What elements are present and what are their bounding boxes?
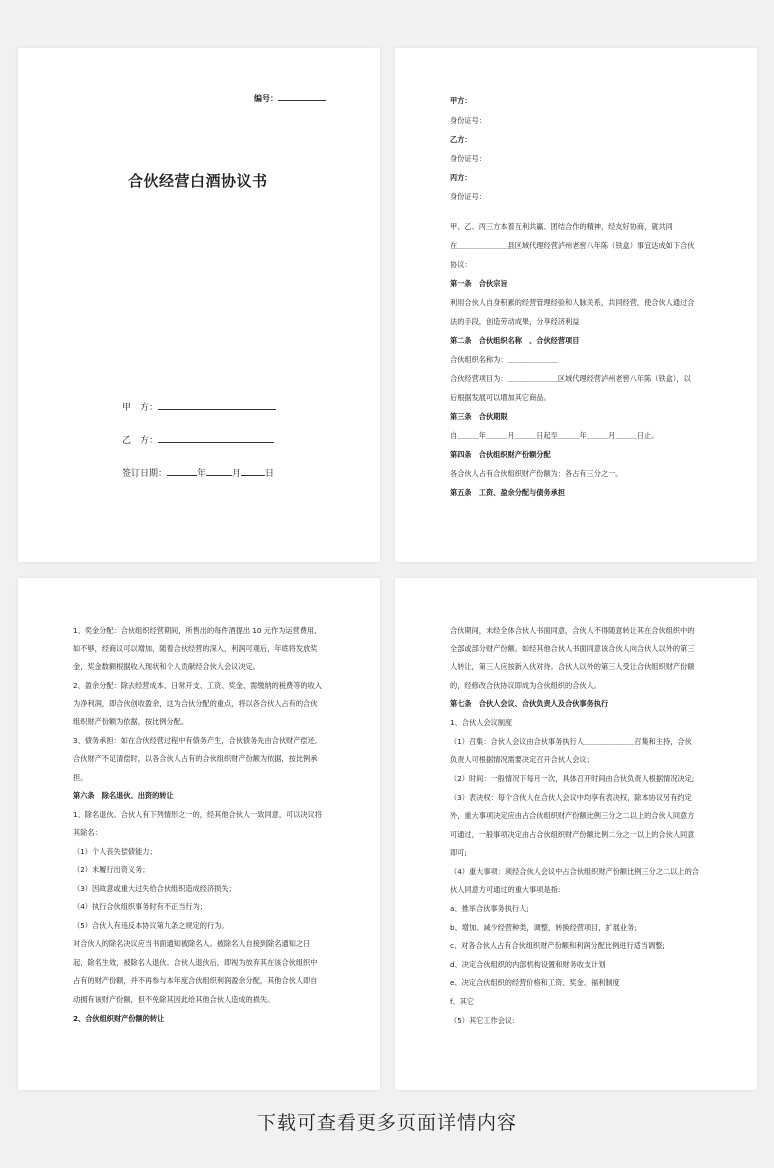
doc-line: 负责人可根据情况需要决定召开合伙人会议； — [450, 755, 594, 764]
party-b-blank — [158, 433, 274, 443]
doc-line: （1）召集：合伙人会议由合伙事务执行人＿＿＿＿＿＿＿召集和主持，合伙 — [450, 737, 692, 746]
doc-line: 乙方： — [450, 135, 472, 144]
doc-heading: 第五条 工资、盈余分配与债务承担 — [450, 488, 566, 497]
doc-line: 担。 — [73, 773, 88, 782]
doc-line: （3）因故意或重大过失给合伙组织造成经济损失； — [73, 884, 236, 893]
document-title: 合伙经营白酒协议书 — [128, 172, 268, 190]
doc-line: 其除名： — [73, 828, 102, 837]
doc-line: 合伙财产不足清偿时，以各合伙人占有的合伙组织财产份额为依据，按比例承 — [73, 754, 318, 763]
day-blank — [241, 466, 265, 476]
doc-line: 3、债务承担：如在合伙经营过程中有债务产生，合伙债务先由合伙财产偿还, — [73, 736, 318, 745]
doc-line: e、决定合伙组织的经营价格和工资、奖金、福利制度 — [450, 978, 620, 987]
document-number — [254, 92, 326, 104]
doc-line: 可通过，一般事项决定由占合伙组织财产份额比例二分之一以上的合伙人同意 — [450, 830, 695, 839]
doc-line: （5）其它工作会议: — [450, 1016, 515, 1025]
doc-line: 伙人同意方可通过的重大事项是指: — [450, 885, 561, 894]
doc-line: 外，重大事项决定应由占合伙组织财产份额比例三分之二以上的合伙人同意方 — [450, 811, 695, 820]
party-b-signature — [122, 433, 274, 446]
doc-line: 即可; — [450, 848, 467, 857]
doc-line: c、对各合伙人占有合伙组织财产份额和利润分配比例进行适当调整; — [450, 941, 665, 950]
doc-line: （4）执行合伙组织事务时有不正当行为； — [73, 902, 207, 911]
party-b-label: 乙 方： — [122, 436, 159, 446]
month-label: 月 — [232, 469, 242, 479]
doc-line: 占有的财产份额，并不再参与本年度合伙组织利润盈余分配，其他合伙人即自 — [73, 976, 318, 985]
doc-heading: 第七条 合伙人会议、合伙负责人及合伙事务执行 — [450, 699, 609, 708]
day-label: 日 — [265, 469, 275, 479]
doc-line: 法的手段，创造劳动成果，分享经济利益 — [450, 317, 580, 326]
page-2 — [395, 48, 757, 562]
doc-heading: 第四条 合伙组织财产份额分配 — [450, 450, 551, 459]
doc-line: 1、合伙人会议制度 — [450, 718, 513, 727]
doc-line: 身份证号： — [450, 154, 486, 163]
doc-line: 各合伙人占有合伙组织财产份额为：各占有三分之一。 — [450, 469, 623, 478]
doc-line: 甲、乙、丙三方本着互利共赢、团结合作的精神，经友好协商，就共同 — [450, 222, 673, 231]
doc-line: 组织财产份额为依据，按比例分配。 — [73, 717, 189, 726]
doc-line: 对合伙人的除名决议应当书面通知被除名人。被除名人自接到除名通知之日 — [73, 939, 311, 948]
doc-line: 的，经修改合伙协议即成为合伙组织的合伙人。 — [450, 681, 601, 690]
doc-line: a、推举合伙事务执行人; — [450, 904, 529, 913]
doc-line: （2）未履行出资义务； — [73, 865, 150, 874]
doc-line: （1）个人丧失偿债能力； — [73, 847, 157, 856]
year-label: 年 — [197, 469, 207, 479]
doc-line: 后根据发展可以增加其它商品。 — [450, 393, 551, 402]
year-blank — [167, 466, 197, 476]
page-4 — [395, 578, 757, 1090]
doc-line: 合伙期间，未经全体合伙人书面同意，合伙人不得随意转让其在合伙组织中的 — [450, 626, 695, 635]
doc-line: （5）合伙人有违反本协议第九条之规定的行为。 — [73, 921, 229, 930]
doc-line: （4）重大事项：须经合伙人会议中占合伙组织财产份额比例三分之二以上的合 — [450, 867, 699, 876]
doc-line: 合伙组织名称为：＿＿＿＿＿＿＿ — [450, 355, 558, 364]
doc-line: （3）表决权：每个合伙人在合伙人会议中均享有表决权，除本协议另有约定 — [450, 793, 692, 802]
doc-line: b、增加、减少经营种类，调整，转换经营项目，扩展业务; — [450, 923, 637, 932]
doc-line: 全部或部分财产份额。如经其他合伙人书面同意该合伙人向合伙人以外的第三 — [450, 644, 695, 653]
doc-line: 利用合伙人自身积累的经营管理经验和人脉关系，共同经营，使合伙人通过合 — [450, 298, 695, 307]
month-blank — [206, 466, 232, 476]
doc-line: （2）时间：一般情况下每月一次，具体召开时间由合伙负责人根据情况决定; — [450, 774, 695, 783]
doc-heading: 第三条 合伙期限 — [450, 412, 508, 421]
doc-line: 身份证号： — [450, 192, 486, 201]
doc-line: 身份证号： — [450, 116, 486, 125]
doc-line: 1、奖金分配：合伙组织经营期间，所售出的每件酒提出 10 元作为运营费用, — [73, 626, 317, 635]
cover-page — [18, 48, 380, 562]
doc-heading: 2、合伙组织财产份额的转让 — [73, 1014, 165, 1023]
doc-line: 自＿＿＿年＿＿＿月＿＿＿日起至＿＿＿年＿＿＿月＿＿＿日止。 — [450, 431, 659, 440]
doc-line: 人转让，第三人应按新入伙对待。合伙人以外的第三人受让合伙组织财产份额 — [450, 662, 695, 671]
doc-line: 丙方： — [450, 173, 472, 182]
party-a-signature — [122, 400, 276, 413]
document-number-label: 编号： — [254, 94, 278, 103]
doc-line: 如不够，经商议可以增加，随着合伙经营的深入，利润可观后，年底将发放奖 — [73, 644, 318, 653]
doc-line: 2、盈余分配：除去经营成本、日常开支、工资、奖金、需缴纳的税费等的收入 — [73, 681, 322, 690]
doc-line: 为净利润，即合伙创收盈余，这为合伙分配的重点，将以各合伙人占有的合伙 — [73, 699, 318, 708]
doc-heading: 第六条 除名退伙、出资的转让 — [73, 791, 174, 800]
doc-line: 动拥有该财产份额，但不免除其因此给其他合伙人造成的损失。 — [73, 995, 275, 1004]
doc-line: 甲方： — [450, 96, 472, 105]
doc-line: 起，除名生效，被除名人退伙。合伙人退伙后，即视为放弃其在该合伙组织中 — [73, 958, 318, 967]
page-3 — [18, 578, 380, 1090]
doc-line: 金，奖金数额根据收入现状和个人贡献经合伙人会议决定。 — [73, 662, 260, 671]
doc-line: 合伙经营项目为：＿＿＿＿＿＿＿区域代理经营泸州老窖八年陈（铁盒），以 — [450, 374, 691, 383]
doc-line: d、决定合伙组织的内部机构设置和财务收支计划 — [450, 960, 606, 969]
sign-date-label: 签订日期： — [122, 469, 168, 479]
doc-heading: 第二条 合伙组织名称 、合伙经营项目 — [450, 336, 580, 345]
document-number-blank — [278, 92, 326, 101]
doc-line: 1、除名退伙。合伙人有下列情形之一的，经其他合伙人一致同意，可以决议将 — [73, 810, 322, 819]
doc-line: f、其它 — [450, 997, 475, 1006]
download-more-caption: 下载可查看更多页面详情内容 — [256, 1112, 517, 1134]
doc-line: 在＿＿＿＿＿＿＿县区域代理经营泸州老窖八年陈（铁盒）事宜达成如下合伙 — [450, 241, 695, 250]
party-a-label: 甲 方： — [122, 403, 159, 413]
sign-date — [122, 466, 274, 479]
doc-heading: 第一条 合伙宗旨 — [450, 279, 508, 288]
doc-line: 协议： — [450, 260, 472, 269]
party-a-blank — [158, 400, 276, 410]
